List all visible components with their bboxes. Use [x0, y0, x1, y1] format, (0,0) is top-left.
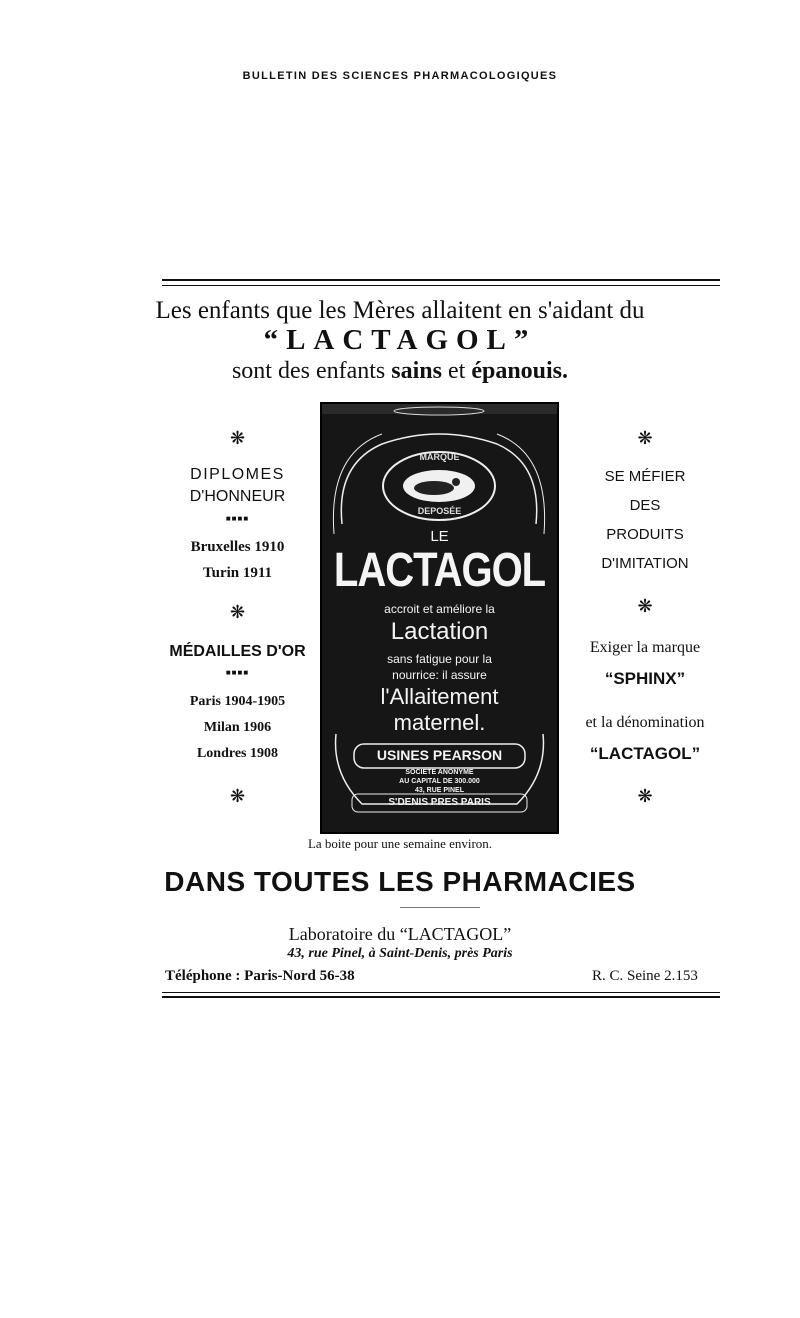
tagline-word-epanouis: épanouis. [471, 358, 569, 384]
honneur-label: D'HONNEUR [189, 488, 286, 505]
rc-line: R. C. Seine 2.153 [592, 968, 698, 984]
bottom-rule-thin [162, 992, 720, 993]
warning-line-4: D'IMITATION [601, 555, 689, 572]
box-usines: USINES PEARSON [376, 747, 503, 763]
star-ornament: ❋ [229, 786, 246, 806]
box-lactation: Lactation [390, 618, 489, 645]
journal-header: BULLETIN DES SCIENCES PHARMACOLOGIQUES [242, 70, 558, 82]
box-le: LE [430, 528, 449, 545]
diplomes-label: DIPLOMES [190, 466, 285, 483]
sphinx-mark: “SPHINX” [604, 669, 686, 688]
lactagol-name: “LACTAGOL” [589, 744, 701, 763]
box-maternel: maternel. [393, 710, 486, 735]
denomination-text: et la dénomination [585, 714, 705, 731]
medal-milan: Milan 1906 [203, 720, 272, 735]
star-ornament: ❋ [637, 786, 653, 806]
telephone-line: Téléphone : Paris-Nord 56-38 [165, 968, 355, 984]
product-box [320, 402, 559, 834]
tagline-start: sont des enfants [231, 358, 386, 384]
deposee-text: DEPOSÉE [417, 506, 462, 516]
brand-name: “LACTAGOL” [263, 324, 537, 356]
pharmacies-heading: DANS TOUTES LES PHARMACIES [164, 866, 636, 897]
top-rule-thin [162, 285, 720, 286]
top-rule [162, 279, 720, 281]
short-divider [400, 907, 480, 908]
address-line: 43, rue Pinel, à Saint-Denis, près Paris [287, 946, 513, 961]
square-ornament: ■■■■ [225, 514, 250, 523]
warning-line-3: PRODUITS [606, 526, 684, 543]
laboratoire-line: Laboratoire du “LACTAGOL” [288, 924, 512, 944]
star-ornament: ❋ [229, 602, 246, 622]
box-rue: 43, RUE PINEL [414, 787, 464, 794]
box-accroit: accroit et améliore la [384, 602, 495, 616]
award-turin: Turin 1911 [202, 565, 273, 581]
square-ornament: ■■■■ [225, 668, 250, 677]
tagline-and: et [447, 358, 466, 384]
box-stdenis: S'DENIS PRES PARIS [388, 797, 491, 808]
tagline [0, 358, 800, 385]
medal-londres: Londres 1908 [196, 746, 279, 761]
box-caption: La boite pour une semaine environ. [307, 836, 493, 851]
warning-line-1: SE MÉFIER [604, 468, 686, 485]
medailles-label: MÉDAILLES D'OR [169, 643, 306, 660]
bottom-rule [162, 996, 720, 998]
medal-paris: Paris 1904-1905 [189, 694, 286, 709]
box-nourrice: nourrice: il assure [392, 668, 487, 682]
box-capital: AU CAPITAL DE 300.000 [399, 778, 480, 785]
marque-text: MARQUE [419, 452, 460, 462]
headline: Les enfants que les Mères allaitent en s'aidant du [155, 297, 645, 324]
exiger-text: Exiger la marque [589, 639, 701, 656]
star-ornament: ❋ [229, 428, 246, 448]
award-bruxelles: Bruxelles 1910 [190, 539, 285, 555]
warning-line-2: DES [629, 497, 661, 514]
tagline-word-sains: sains [391, 358, 442, 384]
box-societe: SOCIÉTÉ ANONYME [405, 769, 474, 776]
box-sans-fatigue: sans fatigue pour la [387, 652, 492, 666]
star-ornament: ❋ [637, 428, 653, 448]
box-product-name: LACTAGOL [333, 544, 546, 597]
box-allaitement: l'Allaitement [380, 684, 499, 709]
star-ornament: ❋ [637, 596, 653, 616]
